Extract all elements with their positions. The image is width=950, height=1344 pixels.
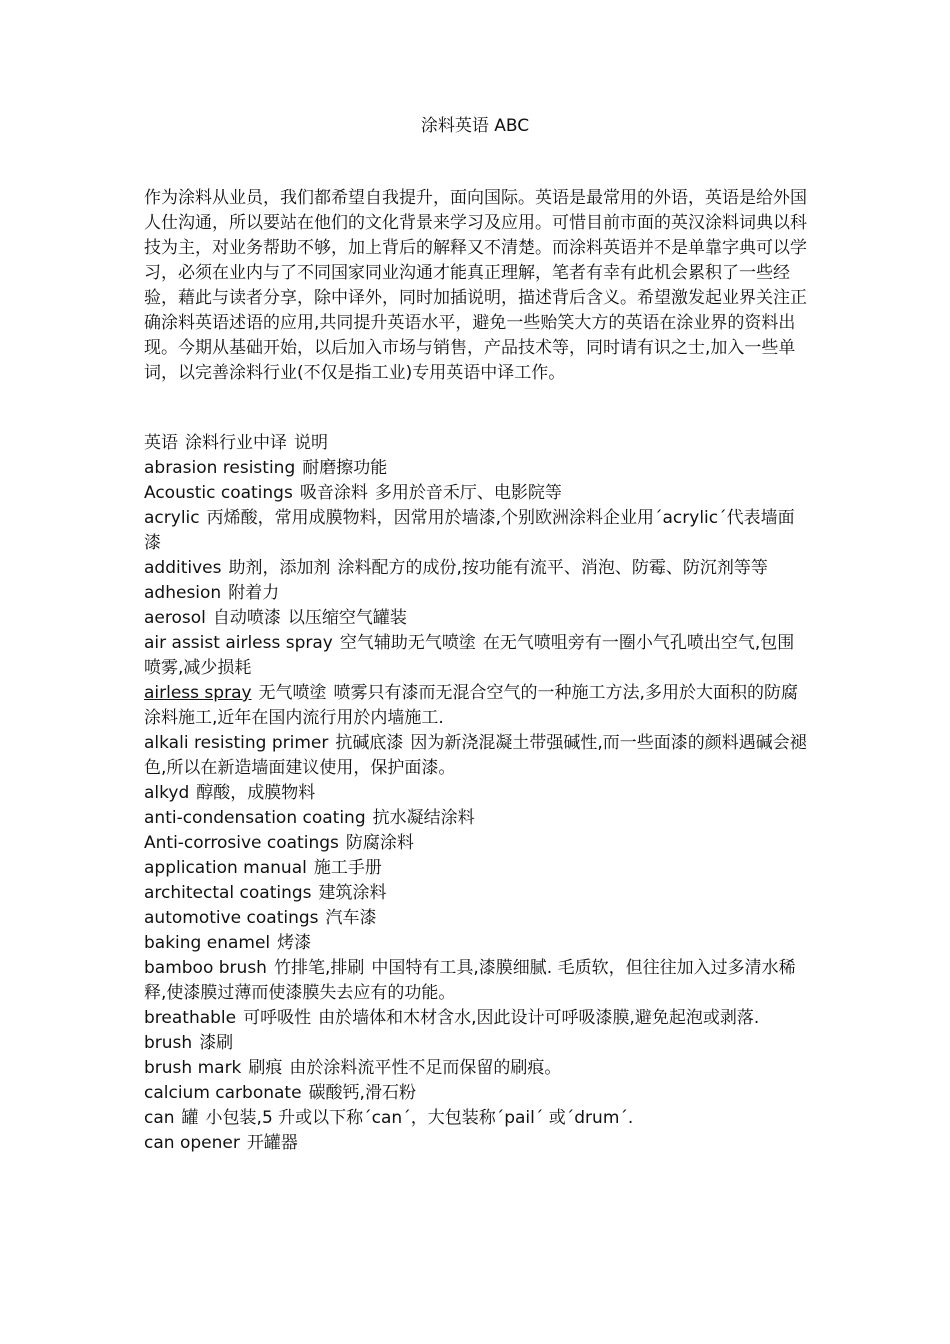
glossary-entry xyxy=(144,731,809,781)
glossary-entry xyxy=(144,1006,809,1031)
glossary-entry xyxy=(144,481,809,506)
intro-paragraph: 作为涂料从业员，我们都希望自我提升，面向国际。英语是最常用的外语，英语是给外国人仕沟通，所以要站在他们的文化背景来学习及应用。可惜目前市面的英汉涂料词典以科技为主，对业务帮助不够，加上背后的解释又不清楚。而涂料英语并不是单靠字典可以学习，必须在业内与了不同国家同业沟通才能真正理解，笔者有幸有此机会累积了一些经验，藉此与读者分享，除中译外，同时加插说明，描述背后含义。希望激发起业界关注正确涂料英语述语的应用,共同提升英语水平，避免一些贻笑大方的英语在涂业界的资料出现。今期从基础开始，以后加入市场与销售，产品技术等，同时请有识之士,加入一些单词，以完善涂料行业(不仅是指工业)专用英语中译工作。 xyxy=(144,188,807,383)
entry-term: air assist airless spray xyxy=(144,633,333,653)
entry-translation: 开罐器 xyxy=(246,1133,298,1153)
entry-term: can xyxy=(144,1108,175,1128)
entry-term: application manual xyxy=(144,858,307,878)
glossary-entry xyxy=(144,906,809,931)
entry-term: adhesion xyxy=(144,583,222,603)
glossary-entry xyxy=(144,506,809,556)
entry-note: 在无气喷咀旁有一圈小气孔喷出空气,包围喷雾,减少损耗 xyxy=(144,633,795,678)
glossary-entry xyxy=(144,781,809,806)
header-chinese: 涂料行业中译 xyxy=(185,433,287,453)
entry-translation: 施工手册 xyxy=(313,858,382,878)
entry-term: anti-condensation coating xyxy=(144,808,366,828)
glossary-entry xyxy=(144,1131,809,1156)
entry-term: architectal coatings xyxy=(144,883,312,903)
entry-term: additives xyxy=(144,558,222,578)
entry-translation: 助剂，添加剂 xyxy=(228,558,331,578)
entry-term: alkali resisting primer xyxy=(144,733,329,753)
entry-translation: 无气喷塗 xyxy=(258,683,327,703)
glossary-entry xyxy=(144,1081,809,1106)
entry-translation: 耐磨擦功能 xyxy=(302,458,388,478)
glossary-entry xyxy=(144,681,809,731)
entry-term: brush xyxy=(144,1033,193,1053)
glossary-entry xyxy=(144,831,809,856)
entry-term: breathable xyxy=(144,1008,237,1028)
entry-term: can opener xyxy=(144,1133,240,1153)
entry-translation: 烤漆 xyxy=(277,933,312,953)
glossary-entry xyxy=(144,1106,809,1131)
glossary-entry xyxy=(144,881,809,906)
entry-translation: 漆刷 xyxy=(199,1033,234,1053)
page-title: 涂料英语 ABC xyxy=(420,116,530,136)
glossary-list xyxy=(144,431,809,1156)
entry-term: abrasion resisting xyxy=(144,458,296,478)
glossary-entry xyxy=(144,1031,809,1056)
entry-term: Acoustic coatings xyxy=(144,483,293,503)
entry-translation: 可呼吸性 xyxy=(243,1008,312,1028)
entry-translation: 吸音涂料 xyxy=(299,483,368,503)
entry-translation: 附着力 xyxy=(228,583,280,603)
glossary-entry xyxy=(144,1056,809,1081)
entry-translation: 丙烯酸，常用成膜物料，因常用於墙漆,个别欧洲涂料企业用´acrylic´代表墙面漆 xyxy=(144,508,795,553)
entry-translation: 抗水凝结涂料 xyxy=(372,808,475,828)
entry-note: 中国特有工具,漆膜细腻. 毛质软，但往往加入过多清水稀释,使漆膜过薄而使漆膜失去应有的功能。 xyxy=(144,958,796,1003)
entry-translation: 建筑涂料 xyxy=(318,883,387,903)
entry-note: 由於涂料流平性不足而保留的刷痕。 xyxy=(289,1058,562,1078)
glossary-entry xyxy=(144,806,809,831)
entry-translation: 空气辅助无气喷塗 xyxy=(339,633,476,653)
entry-translation: 自动喷漆 xyxy=(212,608,281,628)
glossary-header xyxy=(144,431,809,456)
glossary-entry xyxy=(144,606,809,631)
entry-term: bamboo brush xyxy=(144,958,267,978)
header-english: 英语 xyxy=(144,433,178,453)
entry-term: aerosol xyxy=(144,608,206,628)
entry-term: calcium carbonate xyxy=(144,1083,302,1103)
entry-note: 喷雾只有漆而无混合空气的一种施工方法,多用於大面积的防腐涂料施工,近年在国内流行用於内墙施工. xyxy=(144,683,798,728)
entry-translation: 竹排笔,排刷 xyxy=(273,958,365,978)
glossary-entries xyxy=(144,456,809,1156)
entry-note: 涂料配方的成份,按功能有流平、消泡、防霉、防沉剂等等 xyxy=(337,558,768,578)
entry-translation: 抗碱底漆 xyxy=(335,733,404,753)
entry-term: acrylic xyxy=(144,508,200,528)
entry-translation: 防腐涂料 xyxy=(345,833,414,853)
entry-term: automotive coatings xyxy=(144,908,319,928)
entry-translation: 刷痕 xyxy=(248,1058,283,1078)
entry-term: baking enamel xyxy=(144,933,271,953)
glossary-entry xyxy=(144,956,809,1006)
entry-term: alkyd xyxy=(144,783,190,803)
glossary-entry xyxy=(144,631,809,681)
entry-translation: 罐 xyxy=(181,1108,199,1128)
entry-translation: 醇酸，成膜物料 xyxy=(196,783,316,803)
glossary-entry xyxy=(144,931,809,956)
entry-note: 小包装,5 升或以下称´can´，大包装称´pail´ 或´drum´. xyxy=(205,1108,634,1128)
entry-term: Anti-corrosive coatings xyxy=(144,833,339,853)
glossary-entry xyxy=(144,581,809,606)
entry-note: 由於墙体和木材含水,因此设计可呼吸漆膜,避免起泡或剥落. xyxy=(318,1008,760,1028)
header-note: 说明 xyxy=(294,433,328,453)
entry-translation: 碳酸钙,滑石粉 xyxy=(308,1083,416,1103)
glossary-entry xyxy=(144,456,809,481)
entry-translation: 汽车漆 xyxy=(325,908,377,928)
entry-term: airless spray xyxy=(144,683,252,703)
entry-note: 多用於音禾厅、电影院等 xyxy=(374,483,562,503)
entry-note: 以压缩空气罐装 xyxy=(287,608,407,628)
entry-term: brush mark xyxy=(144,1058,242,1078)
entry-note: 因为新浇混凝土带强碱性,而一些面漆的颜料遇碱会褪色,所以在新造墙面建议使用，保护面漆。 xyxy=(144,733,807,778)
glossary-entry xyxy=(144,856,809,881)
glossary-entry xyxy=(144,556,809,581)
